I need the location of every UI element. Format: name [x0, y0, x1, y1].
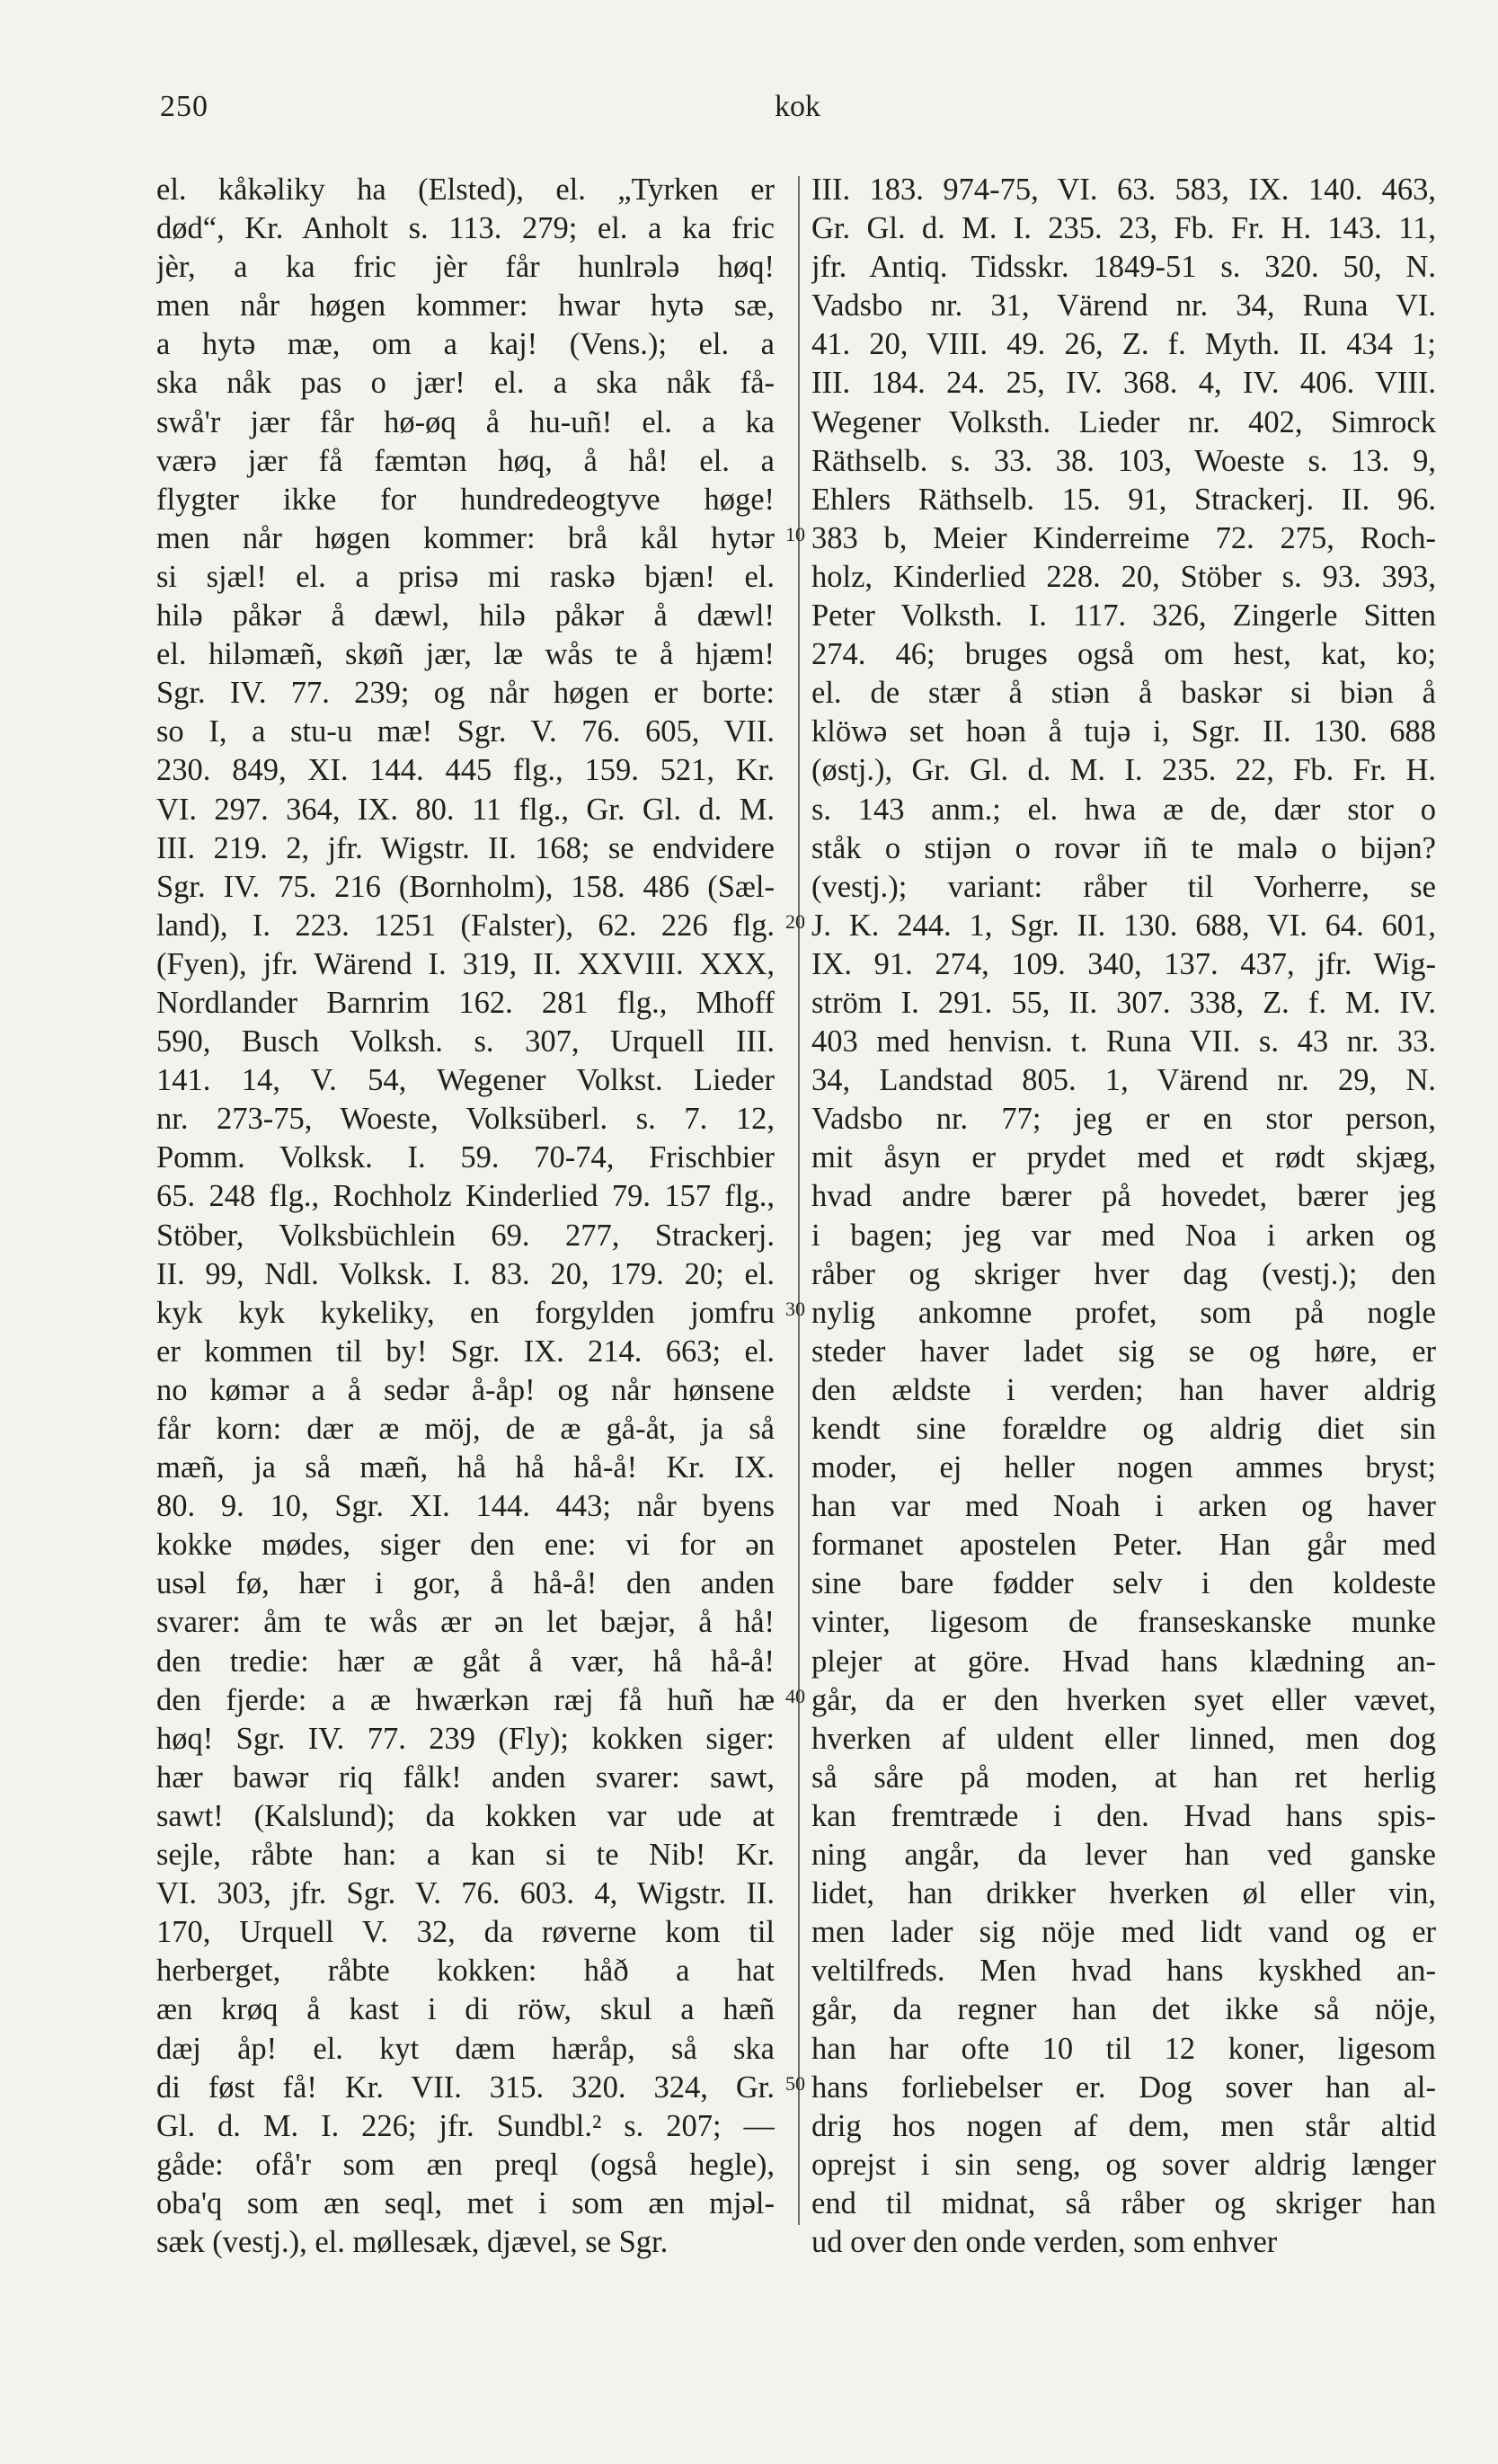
right-column	[811, 171, 1436, 2262]
left-column-line: oba'q som æn seql, met i som æn mjəl-	[156, 2185, 775, 2220]
right-column-line: IX. 91. 274, 109. 340, 137. 437, jfr. Wig-	[811, 946, 1436, 981]
right-column-line: Gr. Gl. d. M. I. 235. 23, Fb. Fr. H. 143. 11,	[811, 211, 1436, 246]
left-column-line: 170, Urquell V. 32, da røverne kom til	[156, 1915, 775, 1950]
left-column-line: el. hiləmæñ, skøñ jær, læ wås te å hjæm!	[156, 637, 775, 672]
right-column-line: han var med Noah i arken og haver	[811, 1489, 1436, 1524]
right-column-line: går, da regner han det ikke så nöje,	[811, 1992, 1436, 2027]
left-column-line: men når høgen kommer: hwar hytə sæ,	[156, 288, 775, 324]
left-column-line: kokke mødes, siger den ene: vi for ən	[156, 1528, 775, 1563]
left-column	[156, 171, 775, 2262]
right-column-line: formanet apostelen Peter. Han går med	[811, 1528, 1436, 1563]
right-column-line: kendt sine forældre og aldrig diet sin	[811, 1412, 1436, 1446]
right-column-line: III. 183. 974-75, VI. 63. 583, IX. 140. 463,	[811, 173, 1436, 207]
left-column-line: 230. 849, XI. 144. 445 flg., 159. 521, Kr.	[156, 753, 775, 788]
right-column-line: men lader sig nöje med lidt vand og er	[811, 1915, 1436, 1950]
right-column-line: ståk o stijən o rovər iñ te malə o bijən?	[811, 830, 1436, 865]
left-column-line: nr. 273-75, Woeste, Volksüberl. s. 7. 12,	[156, 1102, 775, 1137]
left-column-line: Sgr. IV. 77. 239; og når høgen er borte:	[156, 676, 775, 711]
left-column-line: Stöber, Volksbüchlein 69. 277, Strackerj.	[156, 1218, 775, 1253]
right-column-line: vinter, ligesom de franseskanske munke	[811, 1605, 1436, 1640]
left-column-line: 65. 248 flg., Rochholz Kinderlied 79. 157 flg.,	[156, 1179, 775, 1214]
left-column-line: VI. 303, jfr. Sgr. V. 76. 603. 4, Wigstr. II.	[156, 1876, 775, 1911]
left-column-line: a hytə mæ, om a kaj! (Vens.); el. a	[156, 327, 775, 362]
right-column-line: jfr. Antiq. Tidsskr. 1849-51 s. 320. 50, N.	[811, 250, 1436, 285]
right-column-line: 41. 20, VIII. 49. 26, Z. f. Myth. II. 434 1;	[811, 327, 1436, 362]
right-column-line: hans forliebelser er. Dog sover han al-	[811, 2070, 1436, 2105]
left-column-line: Gl. d. M. I. 226; jfr. Sundbl.² s. 207; —	[156, 2108, 775, 2143]
left-column-line: di føst få! Kr. VII. 315. 320. 324, Gr.	[156, 2070, 775, 2105]
line-number: 40	[785, 1685, 805, 1707]
right-column-line: Peter Volksth. I. 117. 326, Zingerle Sitten	[811, 598, 1436, 634]
left-column-line: III. 219. 2, jfr. Wigstr. II. 168; se endvidere	[156, 830, 775, 865]
right-column-line: Vadsbo nr. 77; jeg er en stor person,	[811, 1102, 1436, 1137]
right-column-line: 34, Landstad 805. 1, Värend nr. 29, N.	[811, 1063, 1436, 1098]
left-column-line: hilə påkər å dæwl, hilə påkər å dæwl!	[156, 598, 775, 634]
right-column-line: holz, Kinderlied 228. 20, Stöber s. 93. 393,	[811, 559, 1436, 594]
right-column-line: så såre på moden, at han ret herlig	[811, 1759, 1436, 1795]
left-column-line: jèr, a ka fric jèr får hunlrələ høq!	[156, 250, 775, 285]
right-column-line: Ehlers Räthselb. 15. 91, Strackerj. II. 96.	[811, 482, 1436, 517]
left-column-line: Pomm. Volksk. I. 59. 70-74, Frischbier	[156, 1140, 775, 1175]
left-column-line: den tredie: hær æ gåt å vær, hå hå-å!	[156, 1644, 775, 1679]
right-column-line: steder haver ladet sig se og høre, er	[811, 1334, 1436, 1369]
line-number: 30	[785, 1298, 805, 1320]
left-column-line: død“, Kr. Anholt s. 113. 279; el. a ka fric	[156, 211, 775, 246]
right-column-line: hvad andre bærer på hovedet, bærer jeg	[811, 1179, 1436, 1214]
left-column-line: herberget, råbte kokken: håð a hat	[156, 1954, 775, 1989]
left-column-line: kyk kyk kykeliky, en forgylden jomfru	[156, 1295, 775, 1330]
left-column-line: æn krøq å kast i di röw, skul a hæñ	[156, 1992, 775, 2027]
left-column-line: Sgr. IV. 75. 216 (Bornholm), 158. 486 (Sæl-	[156, 869, 775, 904]
right-column-line: sine bare fødder selv i den koldeste	[811, 1566, 1436, 1601]
right-column-line: s. 143 anm.; el. hwa æ de, dær stor o	[811, 792, 1436, 827]
left-column-line: si sjæl! el. a prisə mi raskə bjæn! el.	[156, 559, 775, 594]
right-column-line: III. 184. 24. 25, IV. 368. 4, IV. 406. VIII.	[811, 366, 1436, 401]
page-number: 250	[160, 90, 208, 123]
right-column-line: ud over den onde verden, som enhver	[811, 2224, 1278, 2259]
right-column-line: end til midnat, så råber og skriger han	[811, 2185, 1436, 2220]
right-column-line: han har ofte 10 til 12 koner, ligesom	[811, 2031, 1436, 2066]
left-column-line: (Fyen), jfr. Wärend I. 319, II. XXVIII. XXX,	[156, 946, 775, 981]
right-column-line: lidet, han drikker hverken øl eller vin,	[811, 1876, 1436, 1911]
right-column-line: veltilfreds. Men hvad hans kyskhed an-	[811, 1954, 1436, 1989]
left-column-line: land), I. 223. 1251 (Falster), 62. 226 flg.	[156, 908, 775, 943]
line-number: 50	[785, 2072, 805, 2095]
left-column-line: el. kåkəliky ha (Elsted), el. „Tyrken er	[156, 173, 775, 207]
left-column-line: sawt! (Kalslund); da kokken var ude at	[156, 1798, 775, 1833]
left-column-line: ska nåk pas o jær! el. a ska nåk få-	[156, 366, 775, 401]
left-column-line: gåde: ofå'r som æn preql (også hegle),	[156, 2147, 775, 2182]
right-column-line: 403 med henvisn. t. Runa VII. s. 43 nr. 33.	[811, 1024, 1436, 1059]
left-column-line: men når høgen kommer: brå kål hytər	[156, 520, 775, 555]
left-column-line: den fjerde: a æ hwærkən ræj få huñ hæ	[156, 1682, 775, 1717]
right-column-line: moder, ej heller nogen ammes bryst;	[811, 1450, 1436, 1485]
right-column-line: råber og skriger hver dag (vestj.); den	[811, 1256, 1436, 1291]
right-column-line: nylig ankomne profet, som på nogle	[811, 1295, 1436, 1330]
right-column-line: (østj.), Gr. Gl. d. M. I. 235. 22, Fb. Fr. H.	[811, 753, 1436, 788]
left-column-line: II. 99, Ndl. Volksk. I. 83. 20, 179. 20; el.	[156, 1256, 775, 1291]
left-column-line: høq! Sgr. IV. 77. 239 (Fly); kokken siger:	[156, 1721, 775, 1756]
line-number: 10	[785, 523, 805, 545]
right-column-line: Räthselb. s. 33. 38. 103, Woeste s. 13. 9,	[811, 443, 1436, 478]
left-column-line: VI. 297. 364, IX. 80. 11 flg., Gr. Gl. d. M.	[156, 792, 775, 827]
left-column-line: swå'r jær får hø-øq å hu-uñ! el. a ka	[156, 404, 775, 439]
right-column-line: el. de stær å stiən å baskər si biən å	[811, 676, 1436, 711]
left-column-line: 141. 14, V. 54, Wegener Volkst. Lieder	[156, 1063, 775, 1098]
running-title: kok	[775, 90, 820, 123]
line-number: 20	[785, 910, 805, 933]
right-column-line: drig hos nogen af dem, men står altid	[811, 2108, 1436, 2143]
right-column-line: Vadsbo nr. 31, Värend nr. 34, Runa VI.	[811, 288, 1436, 324]
left-column-line: Nordlander Barnrim 162. 281 flg., Mhoff	[156, 985, 775, 1020]
left-column-line: 590, Busch Volksh. s. 307, Urquell III.	[156, 1024, 775, 1059]
left-column-line: no kømər a å sedər å-åp! og når hønsene	[156, 1372, 775, 1407]
left-column-line: hær bawər riq fålk! anden svarer: sawt,	[156, 1759, 775, 1795]
right-column-line: oprejst i sin seng, og sover aldrig længer	[811, 2147, 1436, 2182]
right-column-line: klöwə set hoən å tujə i, Sgr. II. 130. 688	[811, 714, 1436, 749]
left-column-line: er kommen til by! Sgr. IX. 214. 663; el.	[156, 1334, 775, 1369]
left-column-line: sæk (vestj.), el. møllesæk, djævel, se Sgr.	[156, 2224, 669, 2259]
right-column-line: plejer at göre. Hvad hans klædning an-	[811, 1644, 1436, 1679]
left-column-line: værə jær få fæmtən høq, å hå! el. a	[156, 443, 775, 478]
right-column-line: mit åsyn er prydet med et rødt skjæg,	[811, 1140, 1436, 1175]
right-column-line: 274. 46; bruges også om hest, kat, ko;	[811, 637, 1436, 672]
right-column-line: går, da er den hverken syet eller vævet,	[811, 1682, 1436, 1717]
right-column-line: (vestj.); variant: råber til Vorherre, se	[811, 869, 1436, 904]
left-column-line: sejle, råbte han: a kan si te Nib! Kr.	[156, 1838, 775, 1873]
left-column-line: flygter ikke for hundredeogtyve høge!	[156, 482, 775, 517]
left-column-line: so I, a stu-u mæ! Sgr. V. 76. 605, VII.	[156, 714, 775, 749]
left-column-line: får korn: dær æ möj, de æ gå-åt, ja så	[156, 1412, 775, 1446]
column-divider	[798, 176, 800, 2225]
left-column-line: usəl fø, hær i gor, å hå-å! den anden	[156, 1566, 775, 1601]
right-column-line: kan fremtræde i den. Hvad hans spis-	[811, 1798, 1436, 1833]
right-column-line: J. K. 244. 1, Sgr. II. 130. 688, VI. 64. 601,	[811, 908, 1436, 943]
left-column-line: mæñ, ja så mæñ, hå hå hå-å! Kr. IX.	[156, 1450, 775, 1485]
right-column-line: ström I. 291. 55, II. 307. 338, Z. f. M. IV.	[811, 985, 1436, 1020]
right-column-line: i bagen; jeg var med Noa i arken og	[811, 1218, 1436, 1253]
left-column-line: 80. 9. 10, Sgr. XI. 144. 443; når byens	[156, 1489, 775, 1524]
right-column-line: hverken af uldent eller linned, men dog	[811, 1721, 1436, 1756]
page-header	[160, 90, 1435, 135]
right-column-line: 383 b, Meier Kinderreime 72. 275, Roch-	[811, 520, 1436, 555]
right-column-line: Wegener Volksth. Lieder nr. 402, Simrock	[811, 404, 1436, 439]
left-column-line: svarer: åm te wås ær ən let bæjər, å hå!	[156, 1605, 775, 1640]
right-column-line: ning angår, da lever han ved ganske	[811, 1838, 1436, 1873]
left-column-line: dæj åp! el. kyt dæm hæråp, så ska	[156, 2031, 775, 2066]
right-column-line: den ældste i verden; han haver aldrig	[811, 1372, 1436, 1407]
